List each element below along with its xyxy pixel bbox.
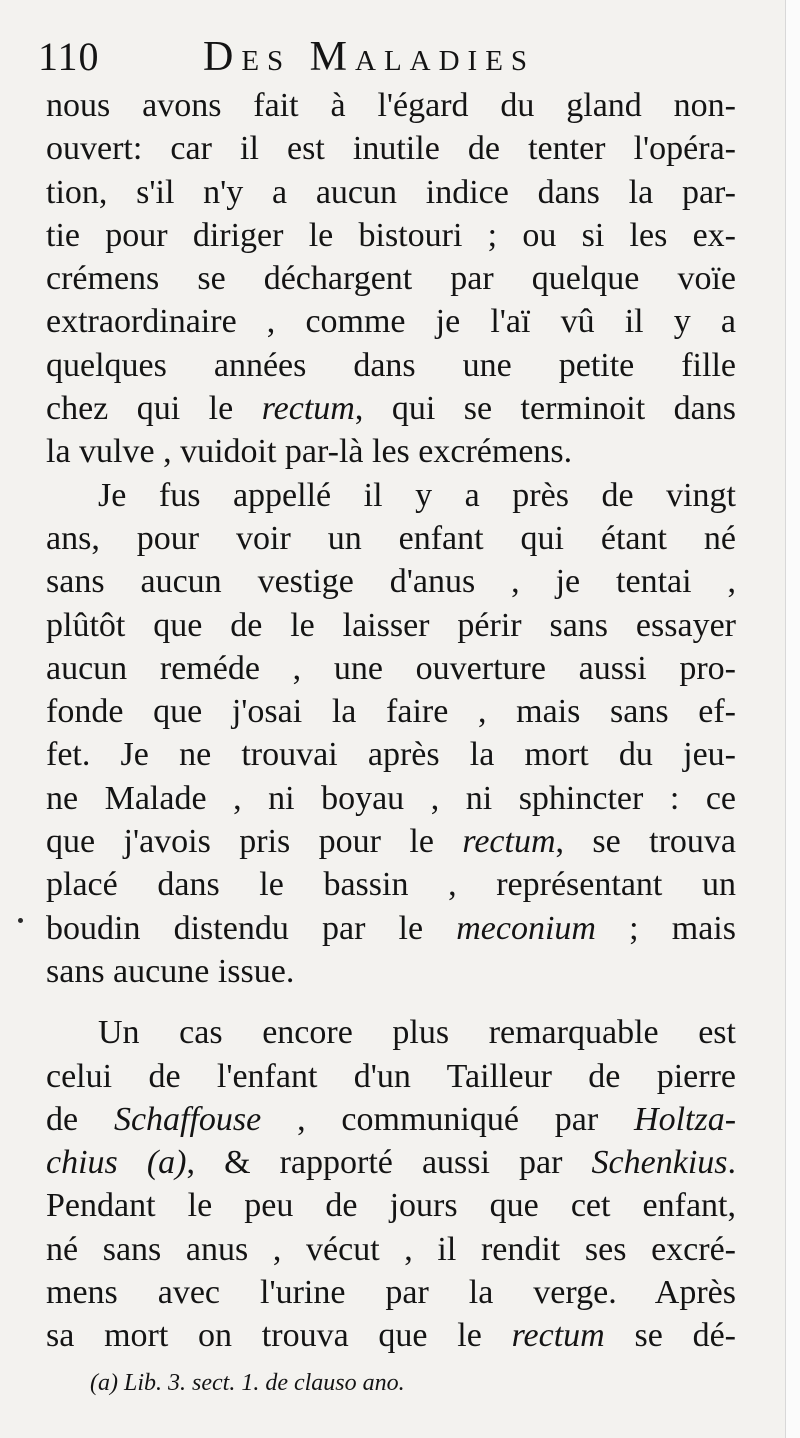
text-line: boudin distendu par le meconium ; mais <box>46 909 736 947</box>
text-line: sans aucun vestige d'anus , je tentai , <box>46 563 736 601</box>
text-line: quelques années dans une petite fille <box>46 346 736 384</box>
text-line: la vulve , vuidoit par-là les excrémens. <box>46 433 573 471</box>
text-line: Pendant le peu de jours que cet enfant, <box>46 1187 736 1225</box>
running-title: Des Maladies <box>203 34 536 80</box>
text-line: ouvert: car il est inutile de tenter l'opéra- <box>46 130 736 168</box>
text-line: celui de l'enfant d'un Tailleur de pierre <box>46 1057 736 1095</box>
text-line: tion, s'il n'y a aucun indice dans la par- <box>46 173 736 211</box>
text-line: Je fus appellé il y a près de vingt <box>98 476 736 514</box>
footnote: (a) Lib. 3. sect. 1. de clauso ano. <box>90 1370 405 1396</box>
text-line: de Schaffouse , communiqué par Holtza- <box>46 1100 736 1138</box>
text-line: plûtôt que de le laisser périr sans essayer <box>46 606 736 644</box>
page-header <box>38 30 758 84</box>
text-line: fonde que j'osai la faire , mais sans ef- <box>46 693 736 731</box>
text-line: né sans anus , vécut , il rendit ses excré- <box>46 1230 736 1268</box>
text-line: ne Malade , ni boyau , ni sphincter : ce <box>46 779 736 817</box>
text-line: chius (a), & rapporté aussi par Schenkius. <box>46 1144 736 1182</box>
text-line: ans, pour voir un enfant qui étant né <box>46 519 736 557</box>
text-line: mens avec l'urine par la verge. Après <box>46 1274 736 1312</box>
text-line: extraordinaire , comme je l'aï vû il y a <box>46 303 736 341</box>
text-line: tie pour diriger le bistouri ; ou si les ex- <box>46 216 736 254</box>
page-edge <box>785 0 800 1438</box>
text-line: sans aucune issue. <box>46 952 295 990</box>
text-line: que j'avois pris pour le rectum, se trouva <box>46 823 736 861</box>
text-line: crémens se déchargent par quelque voïe <box>46 260 736 298</box>
text-line: placé dans le bassin , représentant un <box>46 866 736 904</box>
text-line: aucun reméde , une ouverture aussi pro- <box>46 649 736 687</box>
text-line: nous avons fait à l'égard du gland non- <box>46 87 736 124</box>
page-number: 110 <box>38 34 100 79</box>
text-line: sa mort on trouva que le rectum se dé- <box>46 1317 736 1355</box>
text-line: Un cas encore plus remarquable est <box>98 1014 736 1052</box>
text-line: fet. Je ne trouvai après la mort du jeu- <box>46 736 736 774</box>
body-text <box>46 84 736 1358</box>
margin-mark <box>18 918 23 923</box>
text-line: chez qui le rectum, qui se terminoit dans <box>46 390 736 428</box>
